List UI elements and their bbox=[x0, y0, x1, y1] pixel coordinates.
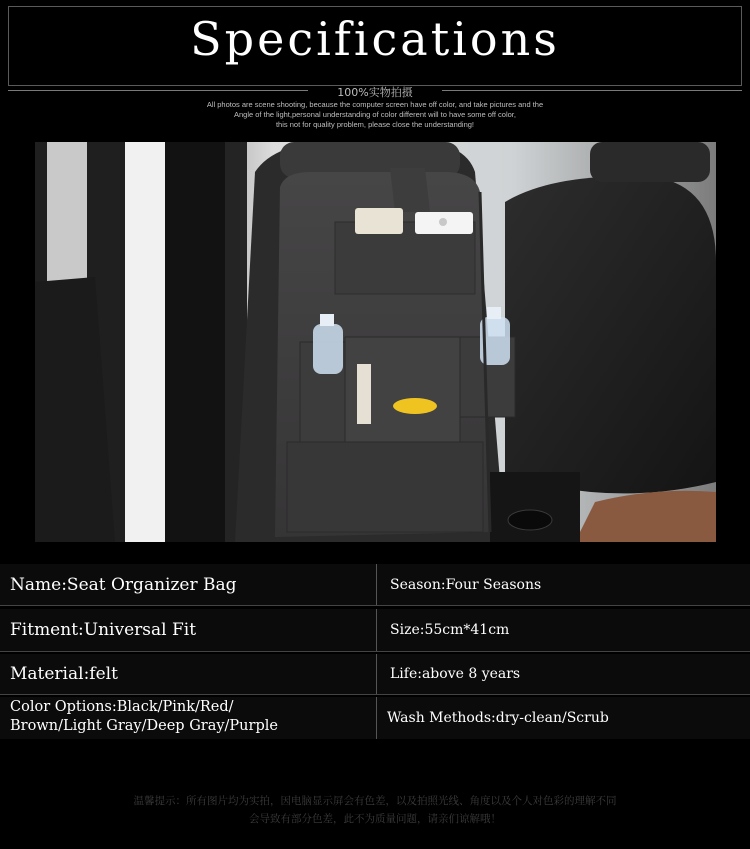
column-separator bbox=[376, 609, 377, 651]
disclaimer-line: this not for quality problem, please close the understanding! bbox=[275, 120, 475, 129]
spec-fitment: Fitment:Universal Fit bbox=[10, 620, 197, 640]
disclaimer-line: Angle of the light,personal understanding of color different will to have some off color, bbox=[234, 110, 516, 119]
spec-row bbox=[0, 609, 750, 651]
color-options-line: Brown/Light Gray/Deep Gray/Purple bbox=[10, 718, 278, 734]
color-options-line: Color Options:Black/Pink/Red/ bbox=[10, 699, 234, 715]
product-photo bbox=[35, 142, 716, 542]
column-separator bbox=[376, 564, 377, 605]
spec-row bbox=[0, 564, 750, 605]
column-separator bbox=[376, 697, 377, 739]
page-title: Specifications bbox=[190, 12, 560, 66]
spec-row bbox=[0, 654, 750, 694]
spec-name: Name:Seat Organizer Bag bbox=[10, 574, 237, 595]
real-shot-caption: 100%实物拍摄 bbox=[337, 86, 413, 99]
spec-wash-methods: Wash Methods:dry-clean/Scrub bbox=[387, 710, 609, 726]
footer-line: 温馨提示：所有图片均为实拍，因电脑显示屏会有色差，以及拍照光线、角度以及个人对色彩的理解不同 bbox=[133, 795, 617, 807]
column-separator bbox=[376, 654, 377, 694]
product-photo-illustration bbox=[35, 142, 716, 542]
footer-notice bbox=[20, 792, 730, 828]
disclaimer-line: All photos are scene shooting, because the computer screen have off color, and take pictures and the bbox=[206, 100, 544, 109]
row-divider bbox=[0, 651, 750, 652]
disclaimer-english bbox=[140, 100, 610, 130]
spec-color-options bbox=[10, 697, 370, 740]
row-divider bbox=[0, 605, 750, 606]
spec-season: Season:Four Seasons bbox=[390, 576, 542, 593]
specifications-table bbox=[0, 564, 750, 737]
spec-material: Material:felt bbox=[10, 664, 118, 684]
spec-life: Life:above 8 years bbox=[390, 666, 521, 682]
footer-line: 会导致有部分色差，此不为质量问题，请亲们谅解哦！ bbox=[249, 813, 501, 825]
spec-row bbox=[0, 697, 750, 739]
spec-size: Size:55cm*41cm bbox=[390, 622, 510, 638]
row-divider bbox=[0, 694, 750, 695]
